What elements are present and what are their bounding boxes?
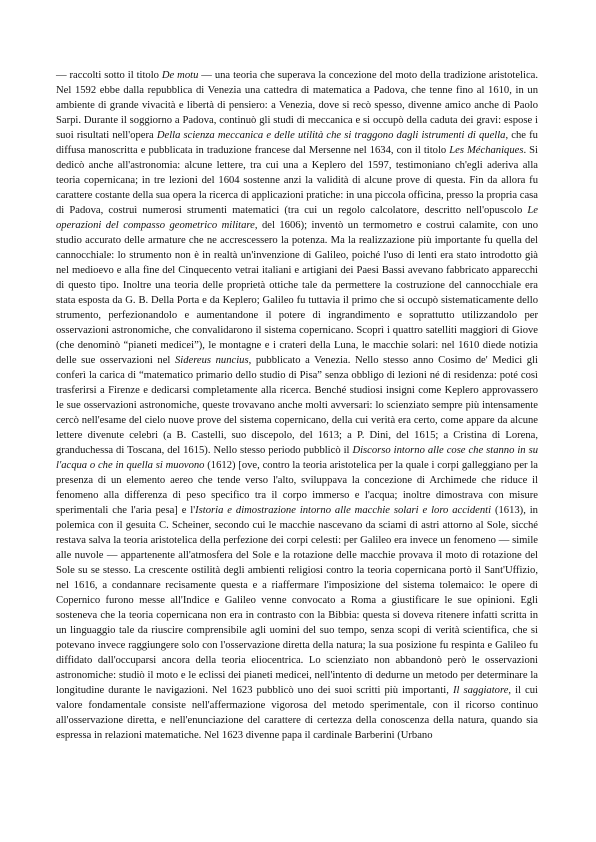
- text-run: , il cui valore fondamentale consiste nell'affermazione vigorosa del metodo sperimentale, con il ricorso continuo all'osservazione diretta, e nell'enunciazione del carattere di certezza della conoscenza della natura, quando sia espressa in relazioni matematiche. Nel 1623 divenne papa il cardinale Barberini (Urbano: [56, 685, 538, 741]
- italic-title: Sidereus nuncius: [174, 355, 249, 366]
- italic-title: Istoria e dimostrazione intorno alle macchie solari e loro accidenti: [195, 505, 492, 516]
- italic-title: Le operazioni del compasso geometrico militare: [56, 205, 538, 231]
- italic-title: Il saggiatore: [452, 685, 509, 696]
- italic-title: Les Méchaniques: [449, 145, 524, 156]
- text-run: — una teoria che superava la concezione del moto della tradizione aristotelica. Nel 1592 ebbe dalla repubblica di Venezia una cattedra di matematica a Padova, che tenne fino al 1610, in un ambiente di grande vivacità e libertà di pensiero: a Venezia, dove si recò spesso, divenne amico anche di Paolo Sarpi. Durante il soggiorno a Padova, continuò gli studi di meccanica e si occupò della caduta dei gravi: espose i suoi risultati nell'opera: [56, 70, 539, 141]
- text-run: , che fu diffusa manoscritta e pubblicata in traduzione francese dal Mersenne nel 1634, con il titolo: [56, 130, 538, 156]
- italic-title: Discorso intorno alle cose che stanno in su l'acqua o che in quella si muovono: [56, 445, 538, 471]
- text-run: , pubblicato a Venezia. Nello stesso anno Cosimo de' Medici gli conferì la carica di “matematico primario dello studio di Pisa” senza obbligo di lezioni né di residenza: poté così trasferirsi a Firenze e dedicarsi completamente alla ricerca. Benché studiosi insigni come Keplero approvassero le sue osservazioni astronomiche, queste trovavano anche molti avversari: lo scienziato sempre più intensamente cercò nell'esame del cielo nuove prove del sistema copernicano, della cui verità era certo, come appare da alcune lettere divenute celebri (a B. Castelli, suo discepolo, del 1613; a P. Dini, del 1615; a Cristina di Lorena, granduchessa di Toscana, del 1615). Nello stesso periodo pubblicò il: [56, 355, 538, 456]
- body-paragraph: [56, 68, 538, 743]
- italic-title: Della scienza meccanica e delle utilità che si traggono dagli istrumenti di quella: [156, 130, 506, 141]
- text-run: . Si dedicò anche all'astronomia: alcune lettere, tra cui una a Keplero del 1597, testimoniano ch'egli aderiva alla teoria copernicana; in tre lezioni del 1604 sostenne anzi la validità di alcune prove di questa. Fin da allora fu carattere costante della sua opera la ricerca di applicazioni pratiche: in una piccola officina, presso la propria casa di Padova, costruì numerosi strumenti matematici (tra cui un regolo calcolatore, descritto nell'opuscolo: [56, 145, 538, 216]
- document-page: [56, 68, 538, 743]
- text-run: (1613), in polemica con il gesuita C. Scheiner, secondo cui le macchie nascevano da sciami di astri attorno al Sole, sicché restava salva la teoria aristotelica della perfezione dei corpi celesti: per Galileo era invece un fenomeno — simile alle nuvole — appartenente all'atmosfera del Sole e la rotazione delle macchie provava il moto di rotazione del Sole su se stesso. La crescente ostilità degli ambienti religiosi contro la teoria copernicana portò il Sant'Uffizio, nel 1616, a condannare recisamente questa e a riaffermare l'imposizione del sistema tolemaico: le opere di Copernico furono messe all'Indice e Galileo venne convocato a Roma a giustificare le sue opinioni. Egli sosteneva che la teoria copernicana non era in contrasto con la Bibbia: questa si doveva ritenere infatti scritta in un linguaggio tale da riuscire comprensibile agli uomini del suo tempo, senza scopi di verità scientifica, che si potevano invece raggiungere solo con l'osservazione diretta della natura; la sua posizione fu respinta e Galileo fu diffidato dall'occuparsi ancora della teoria eliocentrica. Lo scienziato non abbandonò però le osservazioni astronomiche: studiò il moto e le eclissi dei pianeti medicei, nell'intento di dedurne un metodo per determinare la longitudine durante le navigazioni. Nel 1623 pubblicò uno dei suoi scritti più importanti,: [56, 505, 538, 696]
- text-run: (1612) [ove, contro la teoria aristotelica per la quale i corpi galleggiano per la presenza di un elemento aereo che tende verso l'alto, sviluppava la concezione di Archimede che riduce il fenomeno alla differenza di peso specifico tra il corpo immerso e l'acqua; inoltre dimostrava con misure sperimentali che l'aria pesa] e l': [56, 460, 539, 516]
- italic-title: De motu: [161, 70, 199, 81]
- text-run: — raccolti sotto il titolo: [56, 70, 162, 81]
- text-run: , del 1606); inventò un termometro e costruì calamite, con uno studio accurato delle armature che ne accrescessero la potenza. Ma la realizzazione più importante fu quella del cannocchiale: lo strumento non è in realtà un'invenzione di Galileo, poiché l'uso di lenti era stato introdotto già nel medioevo e alla fine del Cinquecento vetrai italiani e artigiani dei Paesi Bassi avevano fabbricato apparecchi di questo tipo. Inoltre una teoria delle proprietà ottiche tale da permettere la costruzione del cannocchiale era stata esposta da G. B. Della Porta e da Keplero; Galileo fu tuttavia il primo che si occupò sistematicamente dello strumento, perfezionandolo e aumentandone il potere di ingrandimento e soprattutto utilizzandolo per osservazioni astronomiche, che convalidarono il sistema copernicano. Scoprì i quattro satelliti maggiori di Giove (che denominò “pianeti medicei”), le montagne e i crateri della Luna, le macchie solari: nel 1610 diede notizia delle sue osservazioni nel: [56, 220, 538, 366]
